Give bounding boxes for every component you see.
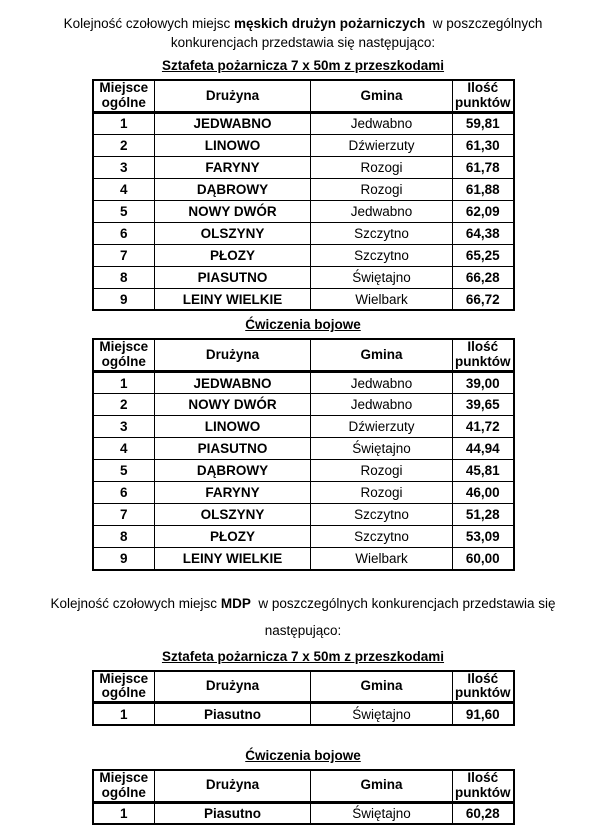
cell-place: 9 xyxy=(93,288,155,310)
column-header-team: Drużyna xyxy=(155,80,311,112)
cell-gmina: Szczytno xyxy=(311,244,453,266)
cell-gmina: Świętajno xyxy=(311,802,453,824)
cell-points: 60,28 xyxy=(453,802,514,824)
cell-gmina: Jedwabno xyxy=(311,112,453,134)
cell-place: 6 xyxy=(93,222,155,244)
table-row xyxy=(93,548,514,570)
cell-points: 65,25 xyxy=(453,244,514,266)
cell-points: 66,72 xyxy=(453,288,514,310)
cell-gmina: Świętajno xyxy=(311,266,453,288)
cell-place: 3 xyxy=(93,156,155,178)
column-header-place: Miejsce ogólne xyxy=(93,671,155,703)
table-title-relay-men: Sztafeta pożarnicza 7 x 50m z przeszkodami xyxy=(161,58,445,74)
intro-text-pre: Kolejność czołowych miejsc xyxy=(63,16,231,31)
cell-points: 60,00 xyxy=(453,548,514,570)
intro-text-pre: Kolejność czołowych miejsc xyxy=(50,595,218,611)
cell-place: 8 xyxy=(93,526,155,548)
cell-gmina: Dźwierzuty xyxy=(311,134,453,156)
cell-place: 9 xyxy=(93,548,155,570)
cell-place: 2 xyxy=(93,394,155,416)
cell-place: 1 xyxy=(93,703,155,725)
cell-points: 51,28 xyxy=(453,504,514,526)
column-header-gmina: Gmina xyxy=(311,339,453,371)
column-header-place: Miejsce ogólne xyxy=(93,80,155,112)
intro-text-bold: męskich drużyn pożarniczych xyxy=(233,16,426,31)
column-header-place: Miejsce ogólne xyxy=(93,770,155,802)
column-header-team: Drużyna xyxy=(155,671,311,703)
table-row xyxy=(93,112,514,134)
table-row xyxy=(93,438,514,460)
table-row xyxy=(93,244,514,266)
intro-text-bold: MDP xyxy=(220,595,251,611)
cell-place: 8 xyxy=(93,266,155,288)
table-row xyxy=(93,416,514,438)
table-row xyxy=(93,394,514,416)
cell-gmina: Dźwierzuty xyxy=(311,416,453,438)
cell-points: 62,09 xyxy=(453,200,514,222)
cell-place: 4 xyxy=(93,438,155,460)
results-table-combat-mdp xyxy=(92,769,515,825)
cell-team: LEINY WIELKIE xyxy=(155,548,311,570)
table-row xyxy=(93,482,514,504)
table-title-relay-mdp: Sztafeta pożarnicza 7 x 50m z przeszkodami xyxy=(161,648,445,664)
results-table-relay-mdp xyxy=(92,670,515,726)
cell-points: 61,30 xyxy=(453,134,514,156)
column-header-gmina: Gmina xyxy=(311,80,453,112)
intro-text-post: w poszczególnych konkurencjach przedstawia się następująco: xyxy=(170,16,543,50)
cell-team: Piasutno xyxy=(155,703,311,725)
intro-paragraph-men xyxy=(49,15,557,52)
cell-gmina: Wielbark xyxy=(311,288,453,310)
table-row xyxy=(93,134,514,156)
column-header-points: Ilość punktów xyxy=(453,80,514,112)
cell-place: 7 xyxy=(93,504,155,526)
cell-gmina: Świętajno xyxy=(311,438,453,460)
cell-team: PŁOZY xyxy=(155,244,311,266)
table-row xyxy=(93,802,514,824)
cell-points: 45,81 xyxy=(453,460,514,482)
table-title-combat-mdp: Ćwiczenia bojowe xyxy=(245,747,361,763)
cell-team: JEDWABNO xyxy=(155,372,311,394)
cell-points: 66,28 xyxy=(453,266,514,288)
table-row xyxy=(93,222,514,244)
cell-gmina: Szczytno xyxy=(311,504,453,526)
column-header-team: Drużyna xyxy=(155,339,311,371)
cell-points: 44,94 xyxy=(453,438,514,460)
cell-points: 61,88 xyxy=(453,178,514,200)
cell-place: 5 xyxy=(93,460,155,482)
table-row xyxy=(93,372,514,394)
cell-gmina: Szczytno xyxy=(311,526,453,548)
cell-gmina: Jedwabno xyxy=(311,394,453,416)
cell-gmina: Świętajno xyxy=(311,703,453,725)
cell-place: 2 xyxy=(93,134,155,156)
table-row xyxy=(93,288,514,310)
cell-points: 91,60 xyxy=(453,703,514,725)
column-header-gmina: Gmina xyxy=(311,770,453,802)
column-header-points: Ilość punktów xyxy=(453,339,514,371)
table-row xyxy=(93,156,514,178)
cell-team: OLSZYNY xyxy=(155,222,311,244)
table-row xyxy=(93,460,514,482)
table-row xyxy=(93,200,514,222)
cell-gmina: Jedwabno xyxy=(311,200,453,222)
cell-team: NOWY DWÓR xyxy=(155,200,311,222)
cell-place: 6 xyxy=(93,482,155,504)
table-header-row xyxy=(93,770,514,802)
cell-gmina: Rozogi xyxy=(311,178,453,200)
cell-points: 61,78 xyxy=(453,156,514,178)
cell-team: LINOWO xyxy=(155,416,311,438)
cell-gmina: Jedwabno xyxy=(311,372,453,394)
cell-team: Piasutno xyxy=(155,802,311,824)
column-header-gmina: Gmina xyxy=(311,671,453,703)
cell-gmina: Rozogi xyxy=(311,482,453,504)
cell-points: 64,38 xyxy=(453,222,514,244)
cell-points: 41,72 xyxy=(453,416,514,438)
column-header-points: Ilość punktów xyxy=(453,770,514,802)
cell-gmina: Rozogi xyxy=(311,156,453,178)
cell-place: 1 xyxy=(93,802,155,824)
cell-place: 1 xyxy=(93,372,155,394)
intro-paragraph-mdp xyxy=(49,590,557,644)
cell-points: 53,09 xyxy=(453,526,514,548)
cell-points: 39,65 xyxy=(453,394,514,416)
column-header-points: Ilość punktów xyxy=(453,671,514,703)
table-row xyxy=(93,266,514,288)
intro-text-post: w poszczególnych konkurencjach przedstawia się następująco: xyxy=(258,595,556,638)
table-row xyxy=(93,178,514,200)
table-title-combat-men: Ćwiczenia bojowe xyxy=(245,317,361,333)
cell-points: 46,00 xyxy=(453,482,514,504)
table-header-row xyxy=(93,80,514,112)
cell-team: LEINY WIELKIE xyxy=(155,288,311,310)
table-row xyxy=(93,504,514,526)
cell-team: FARYNY xyxy=(155,482,311,504)
cell-gmina: Wielbark xyxy=(311,548,453,570)
cell-team: DĄBROWY xyxy=(155,460,311,482)
table-header-row xyxy=(93,671,514,703)
cell-team: DĄBROWY xyxy=(155,178,311,200)
cell-team: PIASUTNO xyxy=(155,438,311,460)
cell-points: 59,81 xyxy=(453,112,514,134)
table-header-row xyxy=(93,339,514,371)
column-header-place: Miejsce ogólne xyxy=(93,339,155,371)
cell-team: PŁOZY xyxy=(155,526,311,548)
cell-team: NOWY DWÓR xyxy=(155,394,311,416)
cell-team: FARYNY xyxy=(155,156,311,178)
table-row xyxy=(93,526,514,548)
column-header-team: Drużyna xyxy=(155,770,311,802)
cell-place: 3 xyxy=(93,416,155,438)
results-table-combat-men xyxy=(92,338,515,570)
cell-team: PIASUTNO xyxy=(155,266,311,288)
cell-place: 7 xyxy=(93,244,155,266)
cell-place: 5 xyxy=(93,200,155,222)
cell-gmina: Rozogi xyxy=(311,460,453,482)
results-table-relay-men xyxy=(92,79,515,311)
cell-team: LINOWO xyxy=(155,134,311,156)
cell-gmina: Szczytno xyxy=(311,222,453,244)
cell-place: 4 xyxy=(93,178,155,200)
cell-team: OLSZYNY xyxy=(155,504,311,526)
cell-team: JEDWABNO xyxy=(155,112,311,134)
table-row xyxy=(93,703,514,725)
cell-place: 1 xyxy=(93,112,155,134)
cell-points: 39,00 xyxy=(453,372,514,394)
